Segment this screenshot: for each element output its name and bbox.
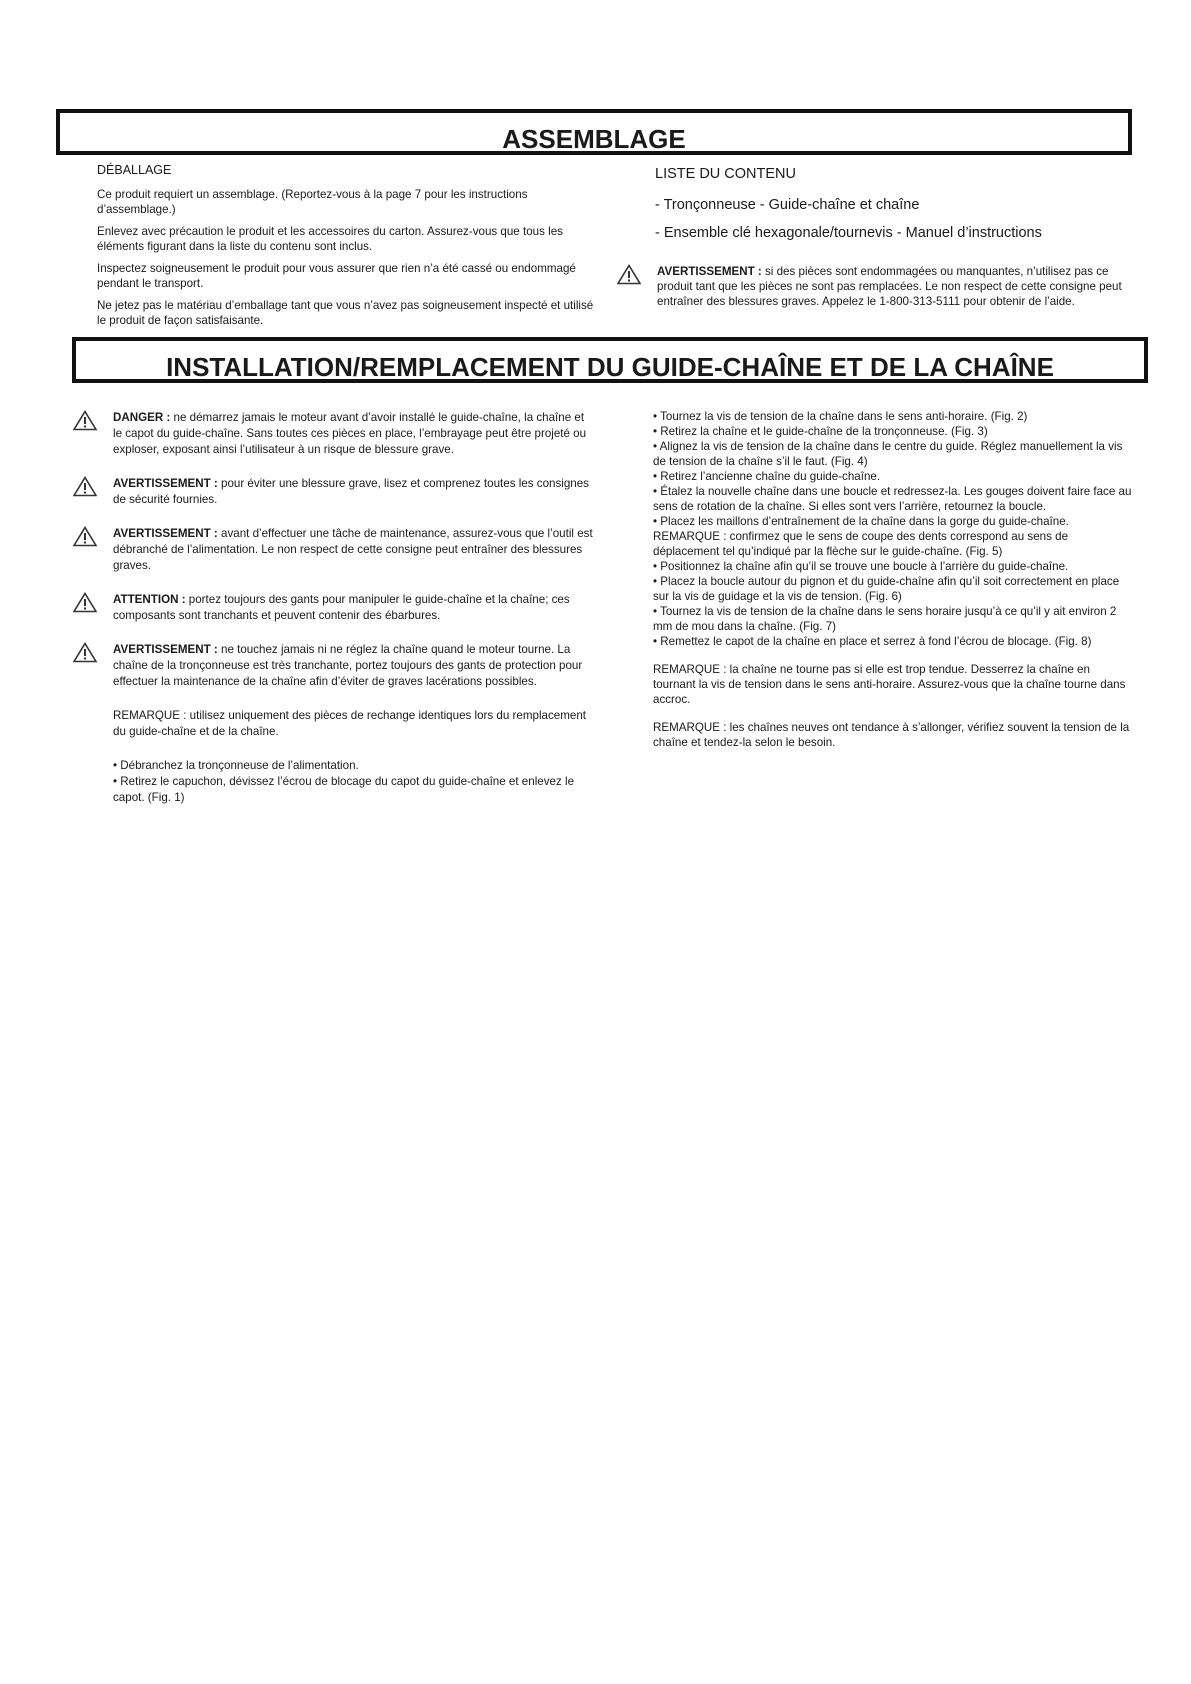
safety-notice <box>73 526 593 574</box>
contents-section <box>655 167 1125 251</box>
installation-left-column <box>73 410 593 824</box>
notice-label: DANGER : <box>113 411 171 424</box>
unpacking-heading: DÉBALLAGE <box>97 163 172 177</box>
step-item: • Retirez la chaîne et le guide-chaîne de la tronçonneuse. (Fig. 3) <box>653 425 988 438</box>
warning-triangle-icon <box>73 642 97 663</box>
step-item: • Étalez la nouvelle chaîne dans une boucle et redressez-la. Les gouges doivent faire face au sens de rotation de la chaîne. Si elles sont vers l’arrière, retournez la boucle. <box>653 485 1132 513</box>
unpacking-paragraph: Ne jetez pas le matériau d’emballage tant que vous n’avez pas soigneusement inspecté et utilisé le produit de façon satisfaisante. <box>97 299 594 327</box>
contents-heading: LISTE DU CONTENU <box>655 166 796 182</box>
step-note: REMARQUE : confirmez que le sens de coupe des dents correspond au sens de déplacement tel qu’indiqué par la flèche sur le guide-chaîne. (Fig. 5) <box>653 530 1069 558</box>
notice-label: ATTENTION : <box>113 593 186 606</box>
notice-text: pour éviter une blessure grave, lisez et comprenez toutes les consignes de sécurité fournies. <box>113 477 589 506</box>
step-item: • Positionnez la chaîne afin qu’il se trouve une boucle à l’arrière du guide-chaîne. <box>653 560 1069 573</box>
installation-title: INSTALLATION/REMPLACEMENT DU GUIDE-CHAÎNE ET DE LA CHAÎNE <box>72 337 1148 383</box>
step-item: • Tournez la vis de tension de la chaîne dans le sens horaire jusqu’à ce qu’il y ait environ 2 mm de mou dans la chaîne. (Fig. 7) <box>653 605 1117 633</box>
steps-left <box>113 758 593 806</box>
step-item: • Alignez la vis de tension de la chaîne dans le centre du guide. Réglez manuellement la vis de tension de la chaîne s’il le faut. (Fig. 4) <box>653 440 1123 468</box>
notice-label: AVERTISSEMENT : <box>113 643 218 656</box>
notice-text: ne démarrez jamais le moteur avant d’avoir installé le guide-chaîne, la chaîne et le capot du guide-chaîne. Sans toutes ces pièces en place, l’embrayage peut être projeté ou exploser, exposant ainsi l’utilisateur à un risque de blessure grave. <box>113 411 587 456</box>
replacement-parts-note: REMARQUE : utilisez uniquement des pièces de rechange identiques lors du remplacement du guide-chaîne et de la chaîne. <box>113 709 587 738</box>
assemblage-warning <box>617 264 1125 309</box>
step-item: • Remettez le capot de la chaîne en place et serrez à fond l’écrou de blocage. (Fig. 8) <box>653 635 1092 648</box>
warning-triangle-icon <box>617 264 641 285</box>
unpacking-paragraph: Inspectez soigneusement le produit pour vous assurer que rien n’a été cassé ou endommagé pendant le transport. <box>97 262 576 290</box>
contents-item: - Ensemble clé hexagonale/tournevis - Manuel d’instructions <box>655 225 1042 241</box>
notice-text: portez toujours des gants pour manipuler le guide-chaîne et la chaîne; ces composants sont tranchants et peuvent contenir des ébarbures. <box>113 593 570 622</box>
step-item: • Retirez le capuchon, dévissez l’écrou de blocage du capot du guide-chaîne et enlevez le capot. (Fig. 1) <box>113 775 575 804</box>
notice-label: AVERTISSEMENT : <box>113 527 218 540</box>
warning-triangle-icon <box>73 592 97 613</box>
contents-item: - Tronçonneuse - Guide-chaîne et chaîne <box>655 197 920 213</box>
step-item: • Tournez la vis de tension de la chaîne dans le sens anti-horaire. (Fig. 2) <box>653 410 1028 423</box>
step-item: • Placez les maillons d’entraînement de la chaîne dans la gorge du guide-chaîne. <box>653 515 1069 528</box>
unpacking-paragraph: Enlevez avec précaution le produit et les accessoires du carton. Assurez-vous que tous les éléments figurant dans la liste du contenu sont inclus. <box>97 225 563 253</box>
step-item: • Placez la boucle autour du pignon et du guide-chaîne afin qu’il soit correctement en place sur la vis de guidage et la vis de tension. (Fig. 6) <box>653 575 1120 603</box>
safety-notice <box>73 642 593 690</box>
notice-text: ne touchez jamais ni ne réglez la chaîne quand le moteur tourne. La chaîne de la tronçonneuse est très tranchante, portez toujours des gants de protection pour effectuer la maintenance de la chaîne afin d’éviter de graves lacérations possibles. <box>113 643 583 688</box>
warning-triangle-icon <box>73 526 97 547</box>
warning-label: AVERTISSEMENT : <box>657 265 762 278</box>
step-item: • Débranchez la tronçonneuse de l’alimentation. <box>113 759 359 772</box>
assemblage-title: ASSEMBLAGE <box>56 109 1132 155</box>
safety-notice <box>73 592 593 624</box>
notice-text: avant d’effectuer une tâche de maintenance, assurez-vous que l’outil est débranché de l’alimentation. Le non respect de cette consigne peut entraîner des blessures graves. <box>113 527 593 572</box>
new-chain-note: REMARQUE : les chaînes neuves ont tendance à s’allonger, vérifiez souvent la tension de la chaîne et tendez-la selon le besoin. <box>653 721 1130 749</box>
warning-triangle-icon <box>73 476 97 497</box>
unpacking-paragraph: Ce produit requiert un assemblage. (Reportez-vous à la page 7 pour les instructions d’assemblage.) <box>97 188 528 216</box>
notice-label: AVERTISSEMENT : <box>113 477 218 490</box>
unpacking-section <box>97 163 597 335</box>
safety-notice <box>73 410 593 458</box>
tension-note: REMARQUE : la chaîne ne tourne pas si elle est trop tendue. Desserrez la chaîne en tournant la vis de tension dans le sens anti-horaire. Assurez-vous que la chaîne tourne dans accroc. <box>653 663 1126 706</box>
step-item: • Retirez l’ancienne chaîne du guide-chaîne. <box>653 470 881 483</box>
warning-text: si des pièces sont endommagées ou manquantes, n’utilisez pas ce produit tant que les pièces ne sont pas remplacées. Le non respect de cette consigne peut entraîner des blessures graves. Appelez le 1-800-313-5111 pour obtenir de l’aide. <box>657 265 1122 308</box>
warning-triangle-icon <box>73 410 97 431</box>
installation-right-column <box>653 409 1133 750</box>
safety-notice <box>73 476 593 508</box>
